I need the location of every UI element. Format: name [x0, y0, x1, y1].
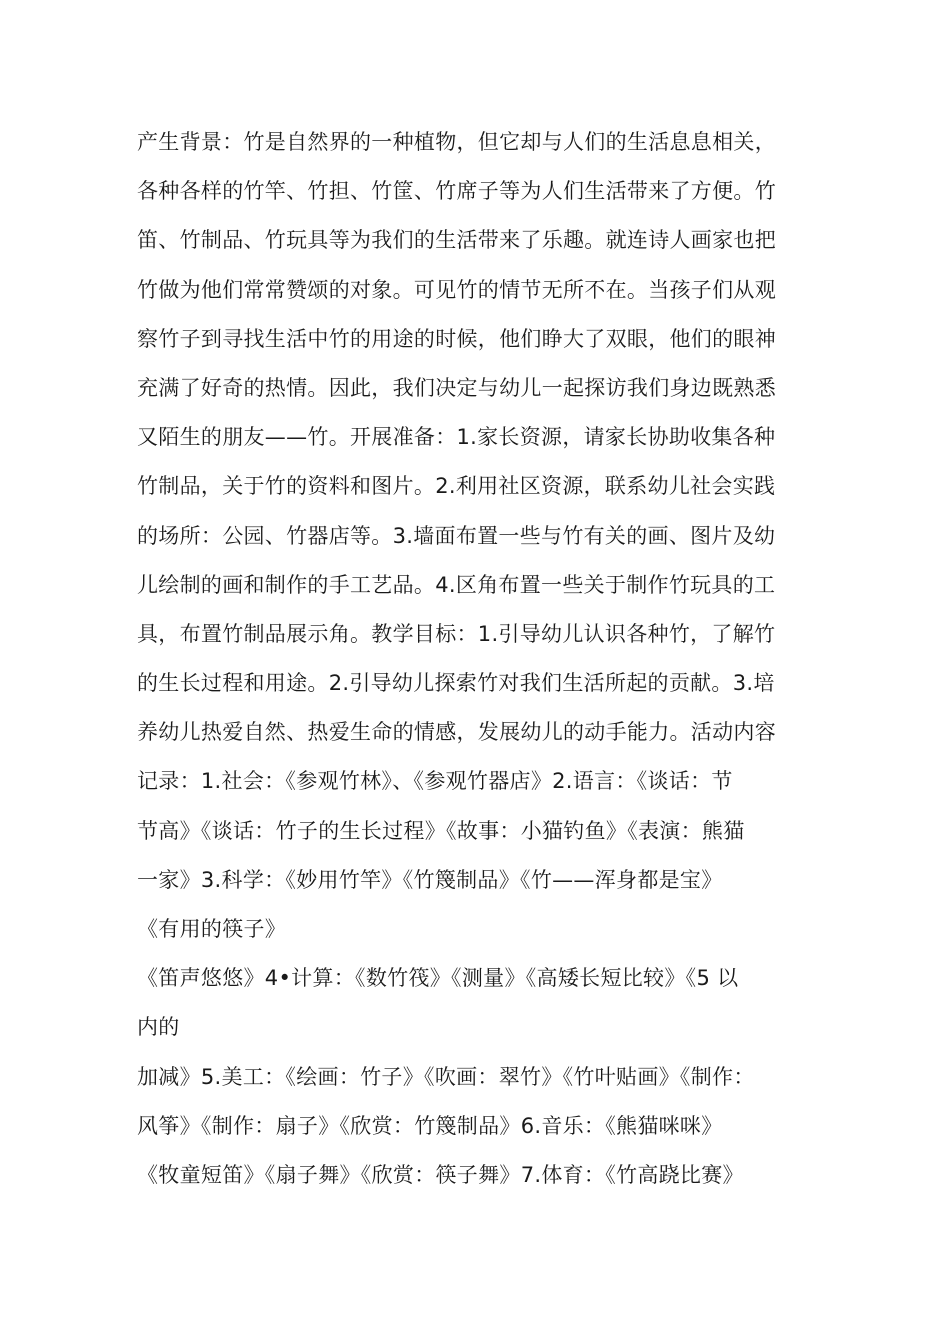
- body-text: [137, 118, 817, 1200]
- text-line: 记录：1.社会：《参观竹林》、《参观竹器店》2.语言：《谈话：节: [137, 769, 733, 794]
- text-line: 风筝》《制作：扇子》《欣赏：竹篾制品》6.音乐：《熊猫咪咪》: [137, 1113, 723, 1138]
- text-line: 《牧童短笛》《扇子舞》《欣赏：筷子舞》7.体育：《竹高跷比赛》: [137, 1162, 744, 1187]
- text-line: 《有用的筷子》: [137, 917, 287, 941]
- text-line: 笛、竹制品、竹玩具等为我们的生活带来了乐趣。就连诗人画家也把: [137, 228, 776, 253]
- text-line: 儿绘制的画和制作的手工艺品。4.区角布置一些关于制作竹玩具的工: [137, 572, 776, 597]
- text-line: 察竹子到寻找生活中竹的用途的时候，他们睁大了双眼，他们的眼神: [137, 326, 776, 351]
- text-line: 竹制品，关于竹的资料和图片。2.利用社区资源，联系幼儿社会实践: [137, 474, 776, 499]
- text-line: 充满了好奇的热情。因此，我们决定与幼儿一起探访我们身边既熟悉: [137, 375, 776, 400]
- text-line: 的生长过程和用途。2.引导幼儿探索竹对我们生活所起的贡献。3.培: [137, 671, 775, 696]
- text-line: 内的: [137, 1015, 180, 1040]
- text-line: 的场所：公园、竹器店等。3.墙面布置一些与竹有关的画、图片及幼: [137, 523, 776, 548]
- text-line: 又陌生的朋友——竹。开展准备：1.家长资源，请家长协助收集各种: [137, 425, 776, 450]
- text-line: 一家》3.科学：《妙用竹竿》《竹篾制品》《竹——浑身都是宝》: [137, 867, 723, 892]
- text-line: 具，布置竹制品展示角。教学目标：1.引导幼儿认识各种竹，了解竹: [137, 621, 776, 646]
- text-line: 产生背景：竹是自然界的一种植物，但它却与人们的生活息息相关，: [137, 130, 776, 154]
- text-line: 《笛声悠悠》4•计算：《数竹筏》《测量》《高矮长短比较》《5 以: [137, 966, 739, 991]
- text-line: 各种各样的竹竿、竹担、竹筐、竹席子等为人们生活带来了方便。竹: [137, 179, 776, 204]
- text-line: 节高》《谈话：竹子的生长过程》《故事：小猫钓鱼》《表演：熊猫: [137, 818, 745, 843]
- text-line: 加减》5.美工：《绘画：竹子》《吹画：翠竹》《竹叶贴画》《制作：: [137, 1064, 755, 1089]
- text-line: 养幼儿热爱自然、热爱生命的情感，发展幼儿的动手能力。活动内容: [137, 720, 776, 745]
- text-line: 竹做为他们常常赞颂的对象。可见竹的情节无所不在。当孩子们从观: [137, 277, 776, 302]
